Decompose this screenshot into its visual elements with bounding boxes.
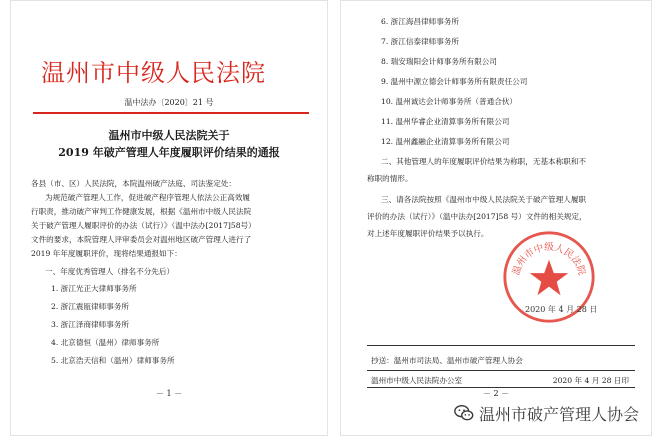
wechat-icon bbox=[453, 402, 475, 424]
list-item: 1. 浙江光正大律师事务所 bbox=[51, 284, 137, 293]
wechat-watermark bbox=[453, 400, 639, 426]
seal-text: 温州市中级人民法院 bbox=[510, 242, 588, 277]
body-line: 文件的要求，本院管理人评审委员会对温州地区破产管理人进行了 bbox=[31, 235, 252, 244]
cc-divider-middle bbox=[367, 370, 635, 371]
list-item: 12. 温州鑫融企业清算事务所有限公司 bbox=[381, 137, 510, 146]
document-number: 温中法办〔2020〕21 号 bbox=[124, 98, 214, 107]
page-number: － 2 － bbox=[482, 389, 510, 398]
list-item: 10. 温州诚达会计师事务所（普通合伙） bbox=[381, 97, 517, 106]
body-line: 行职责，推动破产审判工作健康发展，根据《温州市中级人民法院 bbox=[31, 207, 252, 216]
document-page-1 bbox=[10, 0, 328, 436]
body-line: 2019 年年度履职评价，现将结果通报如下： bbox=[31, 249, 182, 258]
list-item: 6. 浙江海昌律师事务所 bbox=[381, 17, 460, 26]
paragraph-line: 三、请各法院按照《温州市中级人民法院关于破产管理人履职 bbox=[381, 195, 587, 204]
cc-recipients: 抄送：温州市司法局、温州市破产管理人协会 bbox=[371, 356, 523, 365]
cc-divider-top bbox=[367, 345, 635, 346]
watermark-text: 温州市破产管理人协会 bbox=[479, 404, 640, 424]
body-line: 各县（市、区）人民法院，本院温州破产法庭、司法鉴定处： bbox=[31, 179, 237, 188]
page-number: － 1 － bbox=[155, 389, 183, 398]
issuing-office: 温州市中级人民法院办公室 bbox=[371, 376, 463, 385]
paragraph-line: 对上述年度履职评价结果予以执行。 bbox=[367, 229, 489, 238]
list-item: 3. 浙江泽商律师事务所 bbox=[51, 320, 130, 329]
red-divider bbox=[33, 112, 309, 114]
document-page-2 bbox=[340, 0, 652, 436]
list-item: 7. 浙江信泰律师事务所 bbox=[381, 37, 460, 46]
seal-date: 2020 年 4 月 28 日 bbox=[525, 305, 598, 314]
paragraph-line: 称职的情形。 bbox=[367, 174, 413, 183]
body-line: 关于破产管理人履职评价的办法（试行）》（温中法办[2017]58号） bbox=[31, 221, 256, 230]
list-item: 2. 浙江震瓯律师事务所 bbox=[51, 302, 130, 311]
print-date: 2020 年 4 月 28 日印 bbox=[552, 376, 629, 385]
document-title-line-1: 温州市中级人民法院关于 bbox=[108, 129, 230, 142]
list-heading: 一、年度优秀管理人（排名不分先后） bbox=[45, 267, 175, 276]
list-item: 9. 温州中源立德会计师事务所有限责任公司 bbox=[381, 77, 528, 86]
paragraph-line: 评价的办法（试行）》（温中法办[2017]58 号）文件的相关规定， bbox=[367, 212, 587, 221]
list-item: 8. 瑞安瑞阳会计师事务所有限公司 bbox=[381, 57, 497, 66]
court-header-title: 温州市中级人民法院 bbox=[41, 59, 266, 87]
paragraph-line: 二、其他管理人的年度履职评价结果为称职，无基本称职和不 bbox=[381, 157, 587, 166]
document-title-line-2: 2019 年破产管理人年度履职评价结果的通报 bbox=[58, 146, 280, 159]
list-item: 5. 北京浩天信和（温州）律师事务所 bbox=[51, 356, 175, 365]
list-item: 11. 温州华睿企业清算事务所有限公司 bbox=[381, 117, 510, 126]
body-line: 为规范破产管理人工作，促进破产程序管理人依法公正高效履 bbox=[45, 193, 251, 202]
list-item: 4. 北京德恒（温州）律师事务所 bbox=[51, 338, 160, 347]
